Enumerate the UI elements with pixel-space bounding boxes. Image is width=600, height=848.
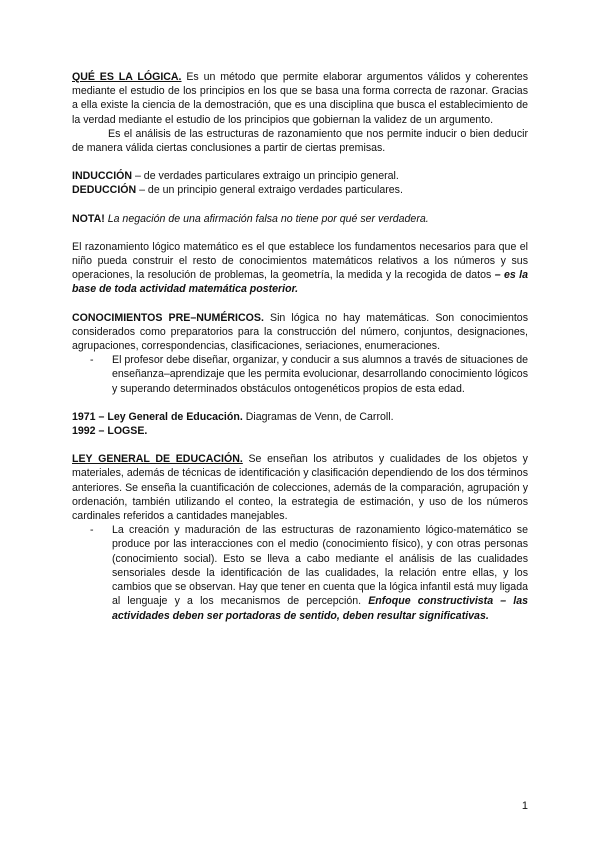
list-item <box>90 523 528 622</box>
page-number: 1 <box>521 800 528 812</box>
nota-label: NOTA! <box>72 212 105 225</box>
deduccion-label: DEDUCCIÓN <box>72 184 137 197</box>
induccion-label: INDUCCIÓN <box>72 170 133 183</box>
ley-paragraph <box>72 452 528 523</box>
list-item-text: La creación y maduración de las estructuras de razonamiento lógico-matemático se produce por las interacciones con el medio (conocimiento físico), y con otras personas (conocimiento social). Esto se lleva a cabo mediante el análisis de las cualidades sensoriales desde la identificación de las cualidades, la relación entre ellas, y los cambios que se observan. Hay que tener en cuenta que la lógica infantil está muy ligada al lenguaje y a los mecanismos de percepción. <box>112 524 528 608</box>
intro-text: Es un método que permite elaborar argumentos válidos y coherentes mediante el estudio de los principios en los que se basa una forma correcta de razonar. Gracias a ella existe la ciencia de la demostración, que es una disciplina que busca el establecimiento de la verdad mediante el estudio de los principios que gobiernan la validez de un argumento. <box>72 71 528 126</box>
deduccion-text: – de un principio general extraigo verdades particulares. <box>136 184 403 197</box>
prenumericos-paragraph <box>72 311 528 354</box>
intro-paragraph <box>72 70 528 127</box>
dash-bullet: - <box>90 354 94 367</box>
timeline-text: Diagramas de Venn, de Carroll. <box>242 410 394 423</box>
razonamiento-emphasis: – es la base de toda actividad matemática posterior. <box>72 269 528 296</box>
timeline-1971 <box>72 410 528 424</box>
timeline-1992 <box>72 424 528 438</box>
prenumericos-text: Sin lógica no hay matemáticas. Son conocimientos considerados como preparatorios para la construcción del número, conjuntos, designaciones, agrupaciones, correspondencias, clasificaciones, seriaciones, enumeraciones. <box>72 311 528 353</box>
razonamiento-paragraph <box>72 240 528 297</box>
nota-line <box>72 212 528 226</box>
timeline-label: 1992 – LOGSE. <box>72 425 148 438</box>
list-item <box>90 353 528 396</box>
razonamiento-text: El razonamiento lógico matemático es el que establece los fundamentos necesarios para que el niño pueda construir el resto de conocimientos matemáticos relativos a los números y sus operaciones, la resolución de problemas, la geometría, la medida y la recogida de datos <box>72 240 528 282</box>
ley-emphasis: Enfoque constructivista – las actividades deben ser portadoras de sentido, deben resultar significativas. <box>112 595 528 622</box>
dash-bullet: - <box>90 524 94 537</box>
list-item-text: El profesor debe diseñar, organizar, y conducir a sus alumnos a través de situaciones de enseñanza–aprendizaje que les permita evolucionar, desarrollando conocimiento lógicos y superando determinados obstáculos ontogenéticos propios de esta edad. <box>112 354 528 395</box>
intro-paragraph-2: Es el análisis de las estructuras de razonamiento que nos permite inducir o bien deducir de manera válida ciertas conclusiones a partir de ciertas premisas. <box>72 127 528 155</box>
ley-text: Se enseñan los atributos y cualidades de los objetos y materiales, además de técnicas de identificación y clasificación dependiendo de los dos términos anteriores. Se enseña la cuantificación de colecciones, además de la comparación, agrupación y ordenación, también utilizando el conteo, la estrategia de estimación, y uso de los números cardinales referidos a cantidades manejables. <box>72 453 528 523</box>
section-heading-ley: LEY GENERAL DE EDUCACIÓN. <box>72 453 243 466</box>
deduccion-line <box>72 183 528 197</box>
nota-text: La negación de una afirmación falsa no tiene por qué ser verdadera. <box>104 212 429 225</box>
timeline-label: 1971 – Ley General de Educación. <box>72 410 243 423</box>
induccion-line <box>72 169 528 183</box>
prenumericos-list <box>72 353 528 396</box>
document-page <box>72 70 528 623</box>
induccion-text: – de verdades particulares extraigo un principio general. <box>132 170 399 183</box>
section-heading-prenumericos: CONOCIMIENTOS PRE–NUMÉRICOS. <box>72 311 264 324</box>
section-heading-logica: QUÉ ES LA LÓGICA. <box>72 71 182 83</box>
ley-list <box>72 523 528 622</box>
